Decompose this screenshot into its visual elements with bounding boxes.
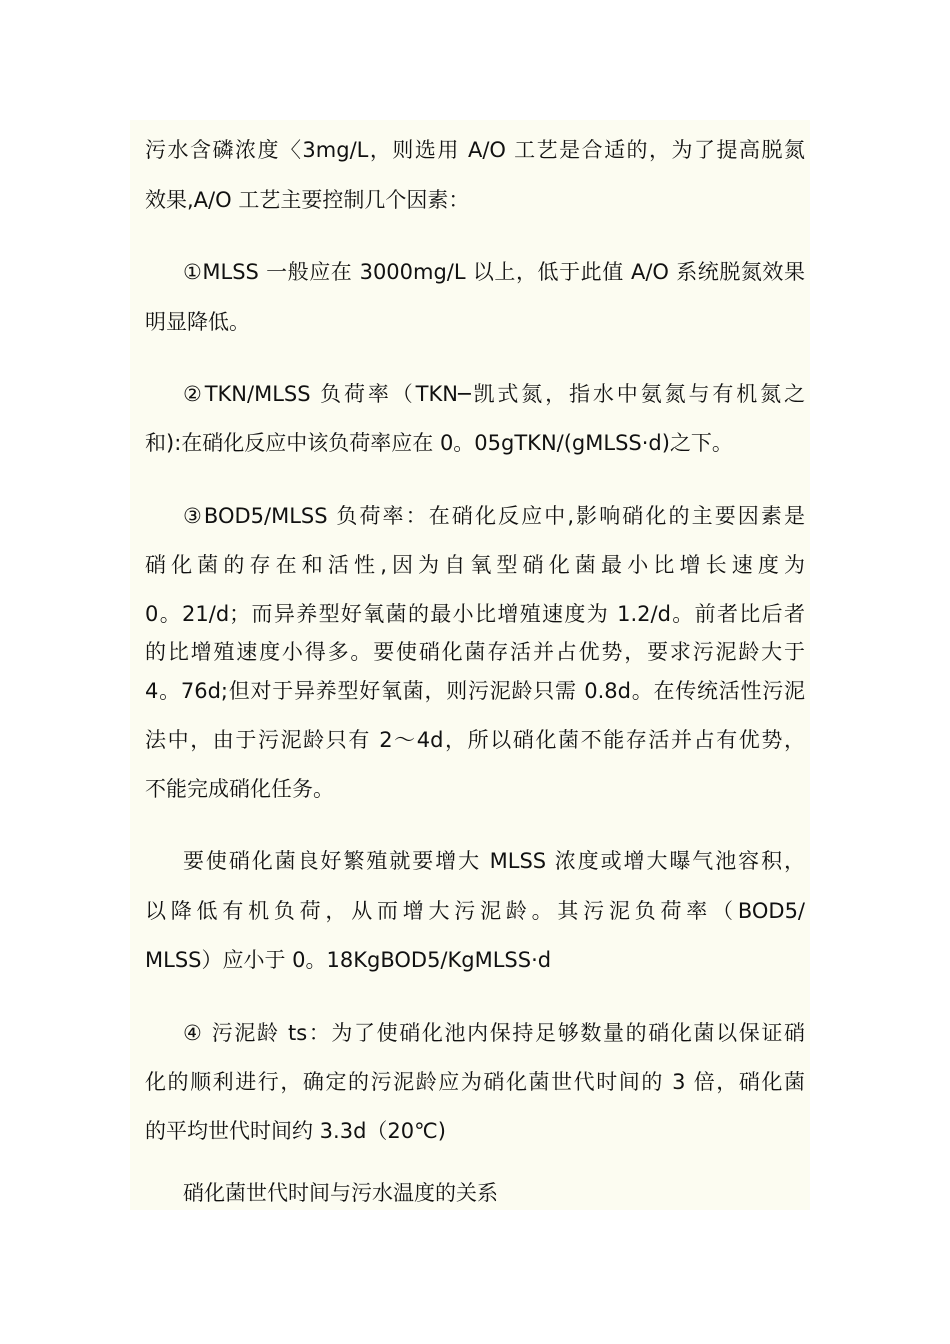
paragraph-line-11: 4。76d;但对于异养型好氧菌，则污泥龄只需 0.8d。在传统活性污泥 <box>145 679 805 703</box>
paragraph-line-17: ④ 污泥龄 ts：为了使硝化池内保持足够数量的硝化菌以保证硝 <box>183 1021 805 1045</box>
paragraph-line-7: ③BOD5/MLSS 负荷率：在硝化反应中,影响硝化的主要因素是 <box>183 504 805 528</box>
paragraph-line-10: 的比增殖速度小得多。要使硝化菌存活并占优势，要求污泥龄大于 <box>145 640 805 664</box>
paragraph-line-8: 硝化菌的存在和活性,因为自氧型硝化菌最小比增长速度为 <box>145 553 805 577</box>
paragraph-line-3: ①MLSS 一般应在 3000mg/L 以上，低于此值 A/O 系统脱氮效果 <box>183 260 805 284</box>
paragraph-line-19: 的平均世代时间约 3.3d（20℃) <box>145 1119 446 1143</box>
paragraph-line-2: 效果,A/O 工艺主要控制几个因素： <box>145 188 470 212</box>
paragraph-line-16: MLSS）应小于 0。18KgBOD5/KgMLSS·d <box>145 948 552 972</box>
paragraph-line-12: 法中，由于污泥龄只有 2～4d，所以硝化菌不能存活并占有优势， <box>145 728 805 752</box>
paragraph-line-20: 硝化菌世代时间与污水温度的关系 <box>183 1181 498 1205</box>
paragraph-line-14: 要使硝化菌良好繁殖就要增大 MLSS 浓度或增大曝气池容积， <box>183 849 805 873</box>
paragraph-line-13: 不能完成硝化任务。 <box>145 777 334 801</box>
paragraph-line-18: 化的顺利进行，确定的污泥龄应为硝化菌世代时间的 3 倍，硝化菌 <box>145 1070 805 1094</box>
paragraph-line-5: ②TKN/MLSS 负荷率（TKN─凯式氮，指水中氨氮与有机氮之 <box>183 382 805 406</box>
paragraph-line-1: 污水含磷浓度〈3mg/L，则选用 A/O 工艺是合适的，为了提高脱氮 <box>145 138 805 162</box>
paragraph-line-6: 和):在硝化反应中该负荷率应在 0。05gTKN/(gMLSS·d)之下。 <box>145 431 733 455</box>
paragraph-line-9: 0。21/d；而异养型好氧菌的最小比增殖速度为 1.2/d。前者比后者 <box>145 602 805 626</box>
paragraph-line-4: 明显降低。 <box>145 310 250 334</box>
paragraph-line-15: 以降低有机负荷，从而增大污泥龄。其污泥负荷率（BOD5/ <box>145 899 805 923</box>
